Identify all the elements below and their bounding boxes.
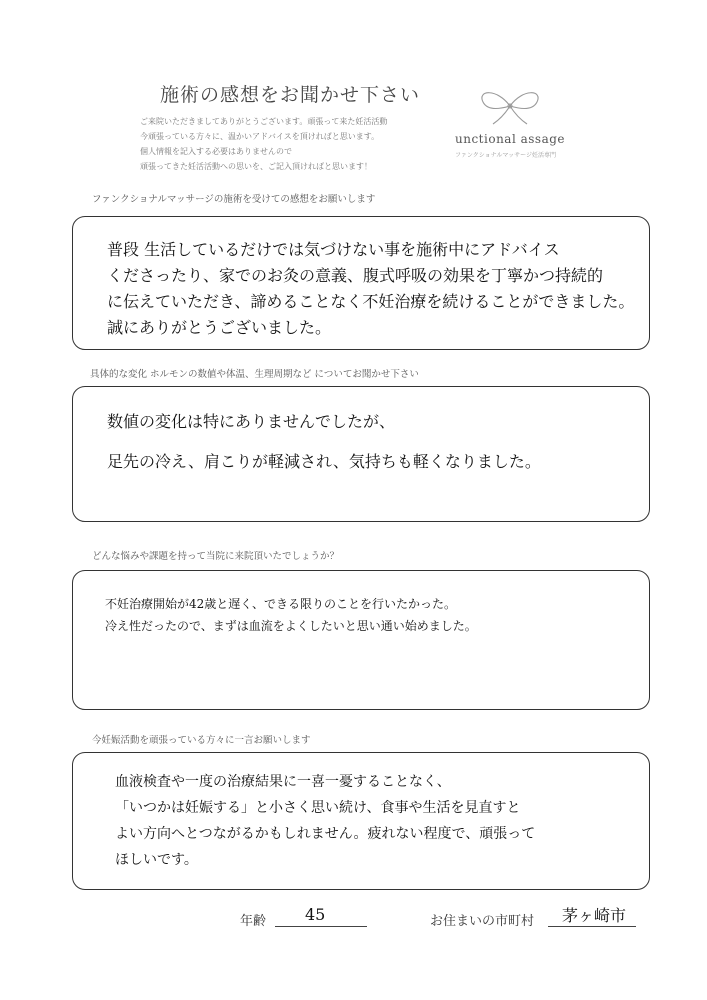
city-underline [548, 926, 636, 927]
logo-name: unctional assage [455, 132, 566, 146]
question-2-label: 具体的な変化 ホルモンの数値や体温、生理周期など についてお聞かせ下さい [90, 369, 419, 380]
answer-box-4 [72, 752, 650, 890]
intro-line: 頑張ってきた妊活活動への思いを、ご記入頂ければと思います！ [140, 162, 372, 171]
answer-line: 普段 生活しているだけでは気づけない事を施術中にアドバイス [107, 240, 560, 259]
question-3-label: どんな悩みや課題を持って当院に来院頂いたでしょうか？ [92, 551, 340, 562]
answer-line: くださったり、家でのお灸の意義、腹式呼吸の効果を丁寧かつ持続的 [107, 266, 604, 285]
answer-line: 数値の変化は特にありませんでしたが、 [107, 412, 396, 431]
logo-subtitle: ファンクショナルマッサージ妊活専門 [455, 152, 556, 159]
answer-line: ほしいです。 [115, 852, 198, 868]
question-4-label: 今妊娠活動を頑張っている方々に一言お願いします [92, 735, 311, 746]
answer-box-2 [72, 386, 650, 522]
age-value: 45 [305, 905, 326, 924]
answer-line: 足先の冷え、肩こりが軽減され、気持ちも軽くなりました。 [107, 452, 541, 471]
answer-box-1 [72, 216, 650, 350]
intro-text [140, 114, 387, 174]
intro-line: 今頑張っている方々に、温かいアドバイスを頂ければと思います。 [140, 132, 380, 141]
answer-line: 誠にありがとうございました。 [107, 318, 332, 337]
answer-line: に伝えていただき、諦めることなく不妊治療を続けることができました。 [107, 292, 635, 311]
question-1-label: ファンクショナルマッサージの施術を受けての感想をお願いします [92, 194, 376, 205]
ribbon-knot-icon [475, 84, 545, 129]
age-underline [275, 926, 367, 927]
age-label: 年齢 [240, 914, 267, 929]
logo [455, 84, 575, 164]
city-label: お住まいの市町村 [430, 914, 535, 929]
page-title: 施術の感想をお聞かせ下さい [160, 84, 421, 106]
answer-box-3 [72, 570, 650, 710]
answer-line: 冷え性だったので、まずは血流をよくしたいと思い通い始めました。 [105, 619, 477, 633]
intro-line: 個人情報を記入する必要はありませんので [140, 147, 292, 156]
city-value: 茅ヶ崎市 [562, 906, 627, 925]
answer-line: 不妊治療開始が42歳と遅く、できる限りのことを行いたかった。 [105, 597, 457, 611]
intro-line: ご来院いただきましてありがとうございます。頑張って来た妊活活動 [140, 117, 388, 126]
answer-line: 「いつかは妊娠する」と小さく思い続け、食事や生活を見直すと [115, 800, 521, 816]
answer-line: 血液検査や一度の治療結果に一喜一憂することなく、 [115, 774, 451, 790]
answer-line: よい方向へとつながるかもしれません。疲れない程度で、頑張って [115, 826, 536, 842]
